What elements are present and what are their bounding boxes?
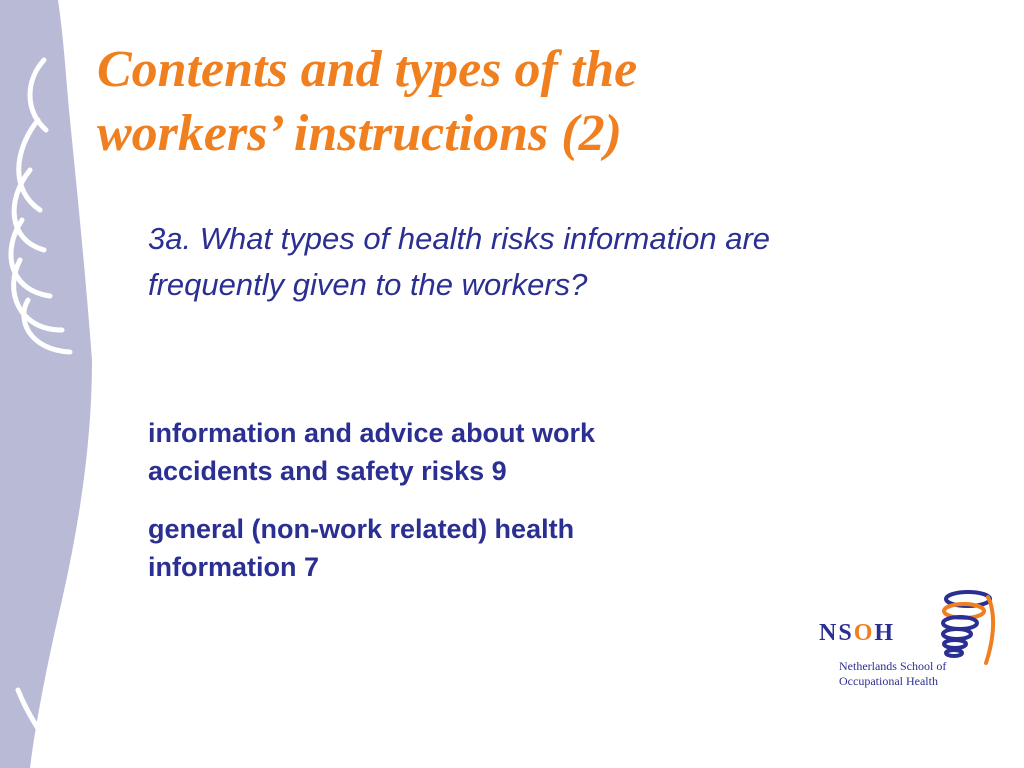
answer-item-line: information and advice about work [148, 418, 596, 448]
nsoh-logo [815, 585, 1005, 688]
answer-item-work-accidents [148, 414, 768, 490]
side-band-shape [0, 0, 92, 768]
answer-item-line: information 7 [148, 552, 320, 582]
slide-title [97, 38, 857, 166]
logo-subtitle-line-2: Occupational Health [839, 674, 938, 688]
answer-item-line: general (non-work related) health [148, 514, 575, 544]
logo-subtitle-line-1: Netherlands School of [839, 659, 947, 673]
answer-item-general-health [148, 510, 768, 586]
answer-item-line: accidents and safety risks 9 [148, 456, 507, 486]
question-text: 3a. What types of health risks information are frequently given to the workers? [148, 221, 771, 302]
decorative-side-band [0, 0, 110, 768]
logo-letter-o: O [853, 620, 875, 646]
logo-letters-ns: NS [819, 620, 854, 646]
slide-title-line-2: workers’ instructions (2) [97, 105, 622, 162]
slide-title-line-1: Contents and types of the [97, 41, 638, 98]
logo-subtitle [839, 659, 999, 689]
answer-list [148, 414, 768, 606]
nsoh-wordmark [819, 620, 895, 647]
logo-letter-h: H [874, 620, 896, 646]
